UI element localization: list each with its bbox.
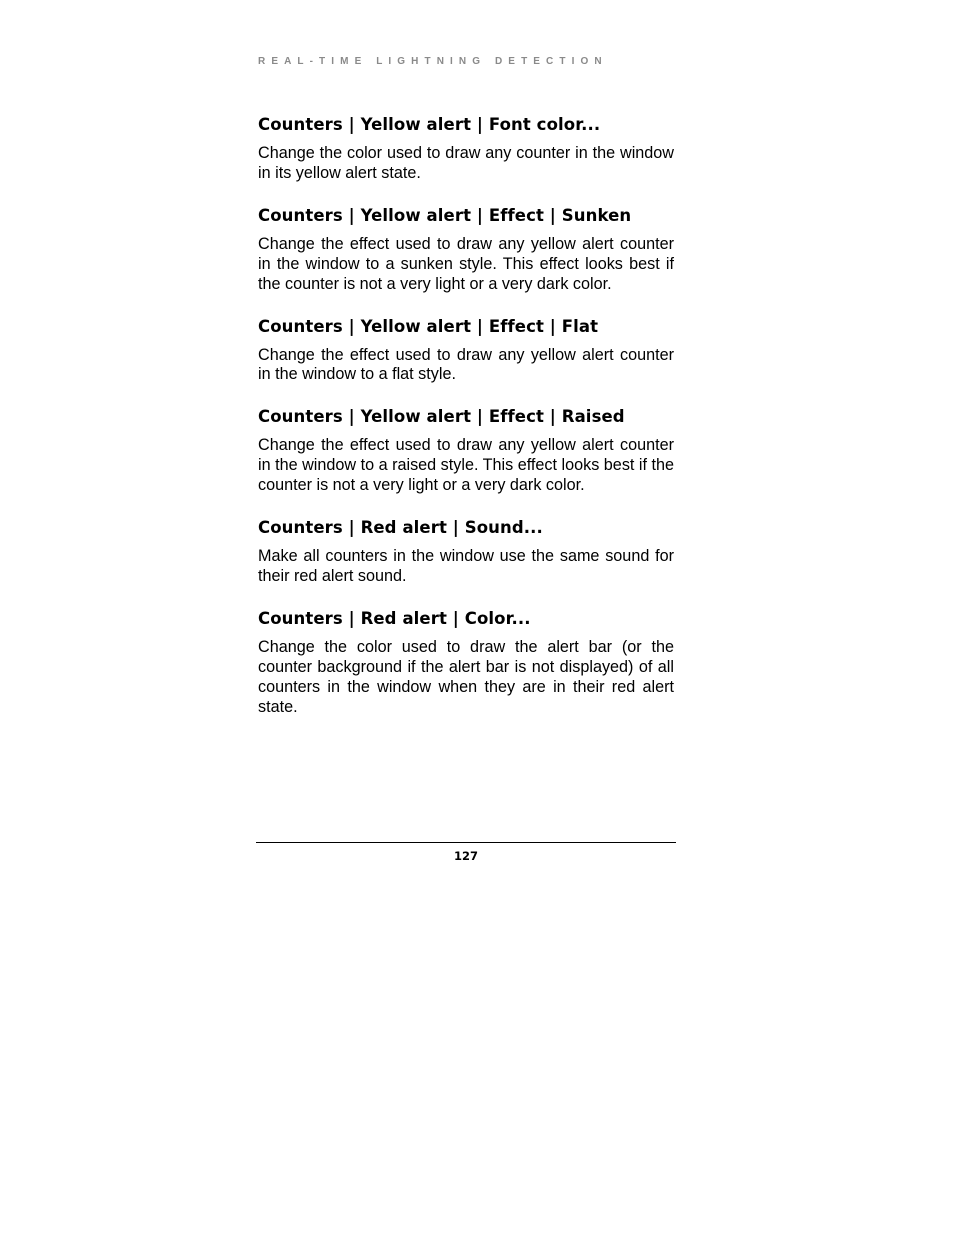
section-red-color (258, 608, 674, 718)
section-title: Counters | Red alert | Color... (258, 608, 531, 628)
running-header: REAL-TIME LIGHTNING DETECTION (258, 56, 608, 67)
section-title: Counters | Yellow alert | Effect | Raised (258, 407, 625, 427)
section-body: Change the effect used to draw any yellow alert counter in the window to a sunken style. This effect looks best if the counter is not a very light or a very dark color. (258, 234, 674, 293)
section-yellow-effect-sunken (258, 205, 674, 295)
section-body: Change the color used to draw any counter in the window in its yellow alert state. (258, 144, 674, 182)
section-title: Counters | Yellow alert | Font color... (258, 115, 601, 134)
section-title: Counters | Red alert | Sound... (258, 518, 543, 538)
section-body: Change the color used to draw the alert bar (or the counter background if the alert bar is not displayed) of all counters in the window when they are in their red alert state. (258, 637, 674, 716)
footer-divider (256, 842, 676, 843)
section-body: Make all counters in the window use the same sound for their red alert sound. (258, 547, 674, 585)
section-body: Change the effect used to draw any yellow alert counter in the window to a raised style. This effect looks best if the counter is not a very light or a very dark color. (258, 436, 674, 495)
section-yellow-effect-flat (258, 316, 674, 386)
section-red-sound (258, 517, 674, 587)
section-title: Counters | Yellow alert | Effect | Flat (258, 316, 599, 336)
section-body: Change the effect used to draw any yellow alert counter in the window to a flat style. (258, 345, 674, 384)
section-title: Counters | Yellow alert | Effect | Sunken (258, 205, 632, 225)
section-yellow-effect-raised (258, 406, 674, 496)
document-content (258, 114, 674, 739)
page-number: 127 (453, 849, 478, 863)
section-yellow-font-color (258, 114, 674, 184)
